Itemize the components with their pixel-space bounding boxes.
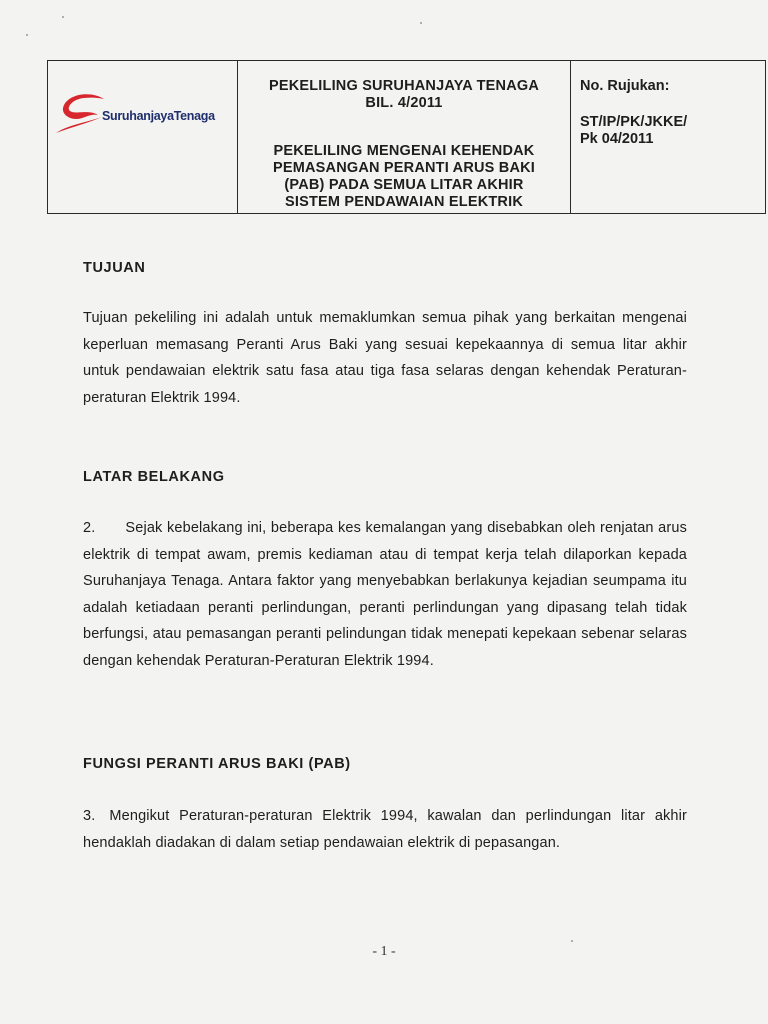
reference-number: ST/IP/PK/JKKE/ [580, 114, 688, 130]
subject-line: PEMASANGAN PERANTI ARUS BAKI [272, 160, 536, 176]
scan-speck [420, 22, 422, 24]
section-heading-fungsi-pab: FUNGSI PERANTI ARUS BAKI (PAB) [83, 756, 351, 772]
subject-line: PEKELILING MENGENAI KEHENDAK [273, 143, 535, 159]
header-table [47, 60, 766, 214]
scan-speck [62, 16, 64, 18]
scan-speck [26, 34, 28, 36]
paragraph-text: Mengikut Peraturan-peraturan Elektrik 1994, kawalan dan perlindungan litar akhir hendaklah diadakan di dalam setiap pendawaian elektrik di pepasangan. [83, 808, 687, 851]
paragraph-text: Sejak kebelakang ini, beberapa kes kemalangan yang disebabkan oleh renjatan arus elektrik di tempat awam, premis kediaman atau di tempat kerja telah dilaporkan kepada Suruhanjaya Tenaga. Antara faktor yang menyebabkan berlakunya kejadian seumpama itu adalah ketiadaan peranti perlindungan, peranti perlindungan yang dipasang telah tidak berfungsi, atau pemasangan peranti pelindungan tidak menepati kepekaan sebenar selaras dengan kehendak Peraturan-Peraturan Elektrik 1994. [83, 520, 687, 669]
paragraph-number: 3. [83, 808, 96, 824]
subject-line: (PAB) PADA SEMUA LITAR AKHIR [284, 177, 524, 193]
reference-label: No. Rujukan: [580, 78, 670, 94]
paragraph-latar-belakang [83, 515, 687, 674]
circular-title-cell [238, 61, 571, 213]
subject-line: SISTEM PENDAWAIAN ELEKTRIK [284, 194, 524, 210]
logo-cell [48, 61, 238, 213]
circular-title: PEKELILING SURUHANJAYA TENAGA [268, 78, 540, 94]
scan-speck [571, 940, 573, 942]
page-number: - 1 - [372, 944, 396, 959]
paragraph-number: 2. [83, 520, 96, 536]
paragraph-fungsi-pab [83, 803, 687, 856]
reference-number: Pk 04/2011 [580, 131, 654, 147]
circular-number: BIL. 4/2011 [365, 95, 443, 111]
section-heading-tujuan: TUJUAN [83, 260, 146, 276]
paragraph-tujuan: Tujuan pekeliling ini adalah untuk memaklumkan semua pihak yang berkaitan mengenai keperluan memasang Peranti Arus Baki yang sesuai kepekaannya di semua litar akhir untuk pendawaian elektrik satu fasa atau tiga fasa selaras dengan kehendak Peraturan-peraturan Elektrik 1994. [83, 310, 687, 406]
reference-cell [571, 61, 765, 213]
logo-wordmark: SuruhanjayaTenaga [102, 109, 215, 123]
section-heading-latar-belakang: LATAR BELAKANG [83, 469, 225, 485]
